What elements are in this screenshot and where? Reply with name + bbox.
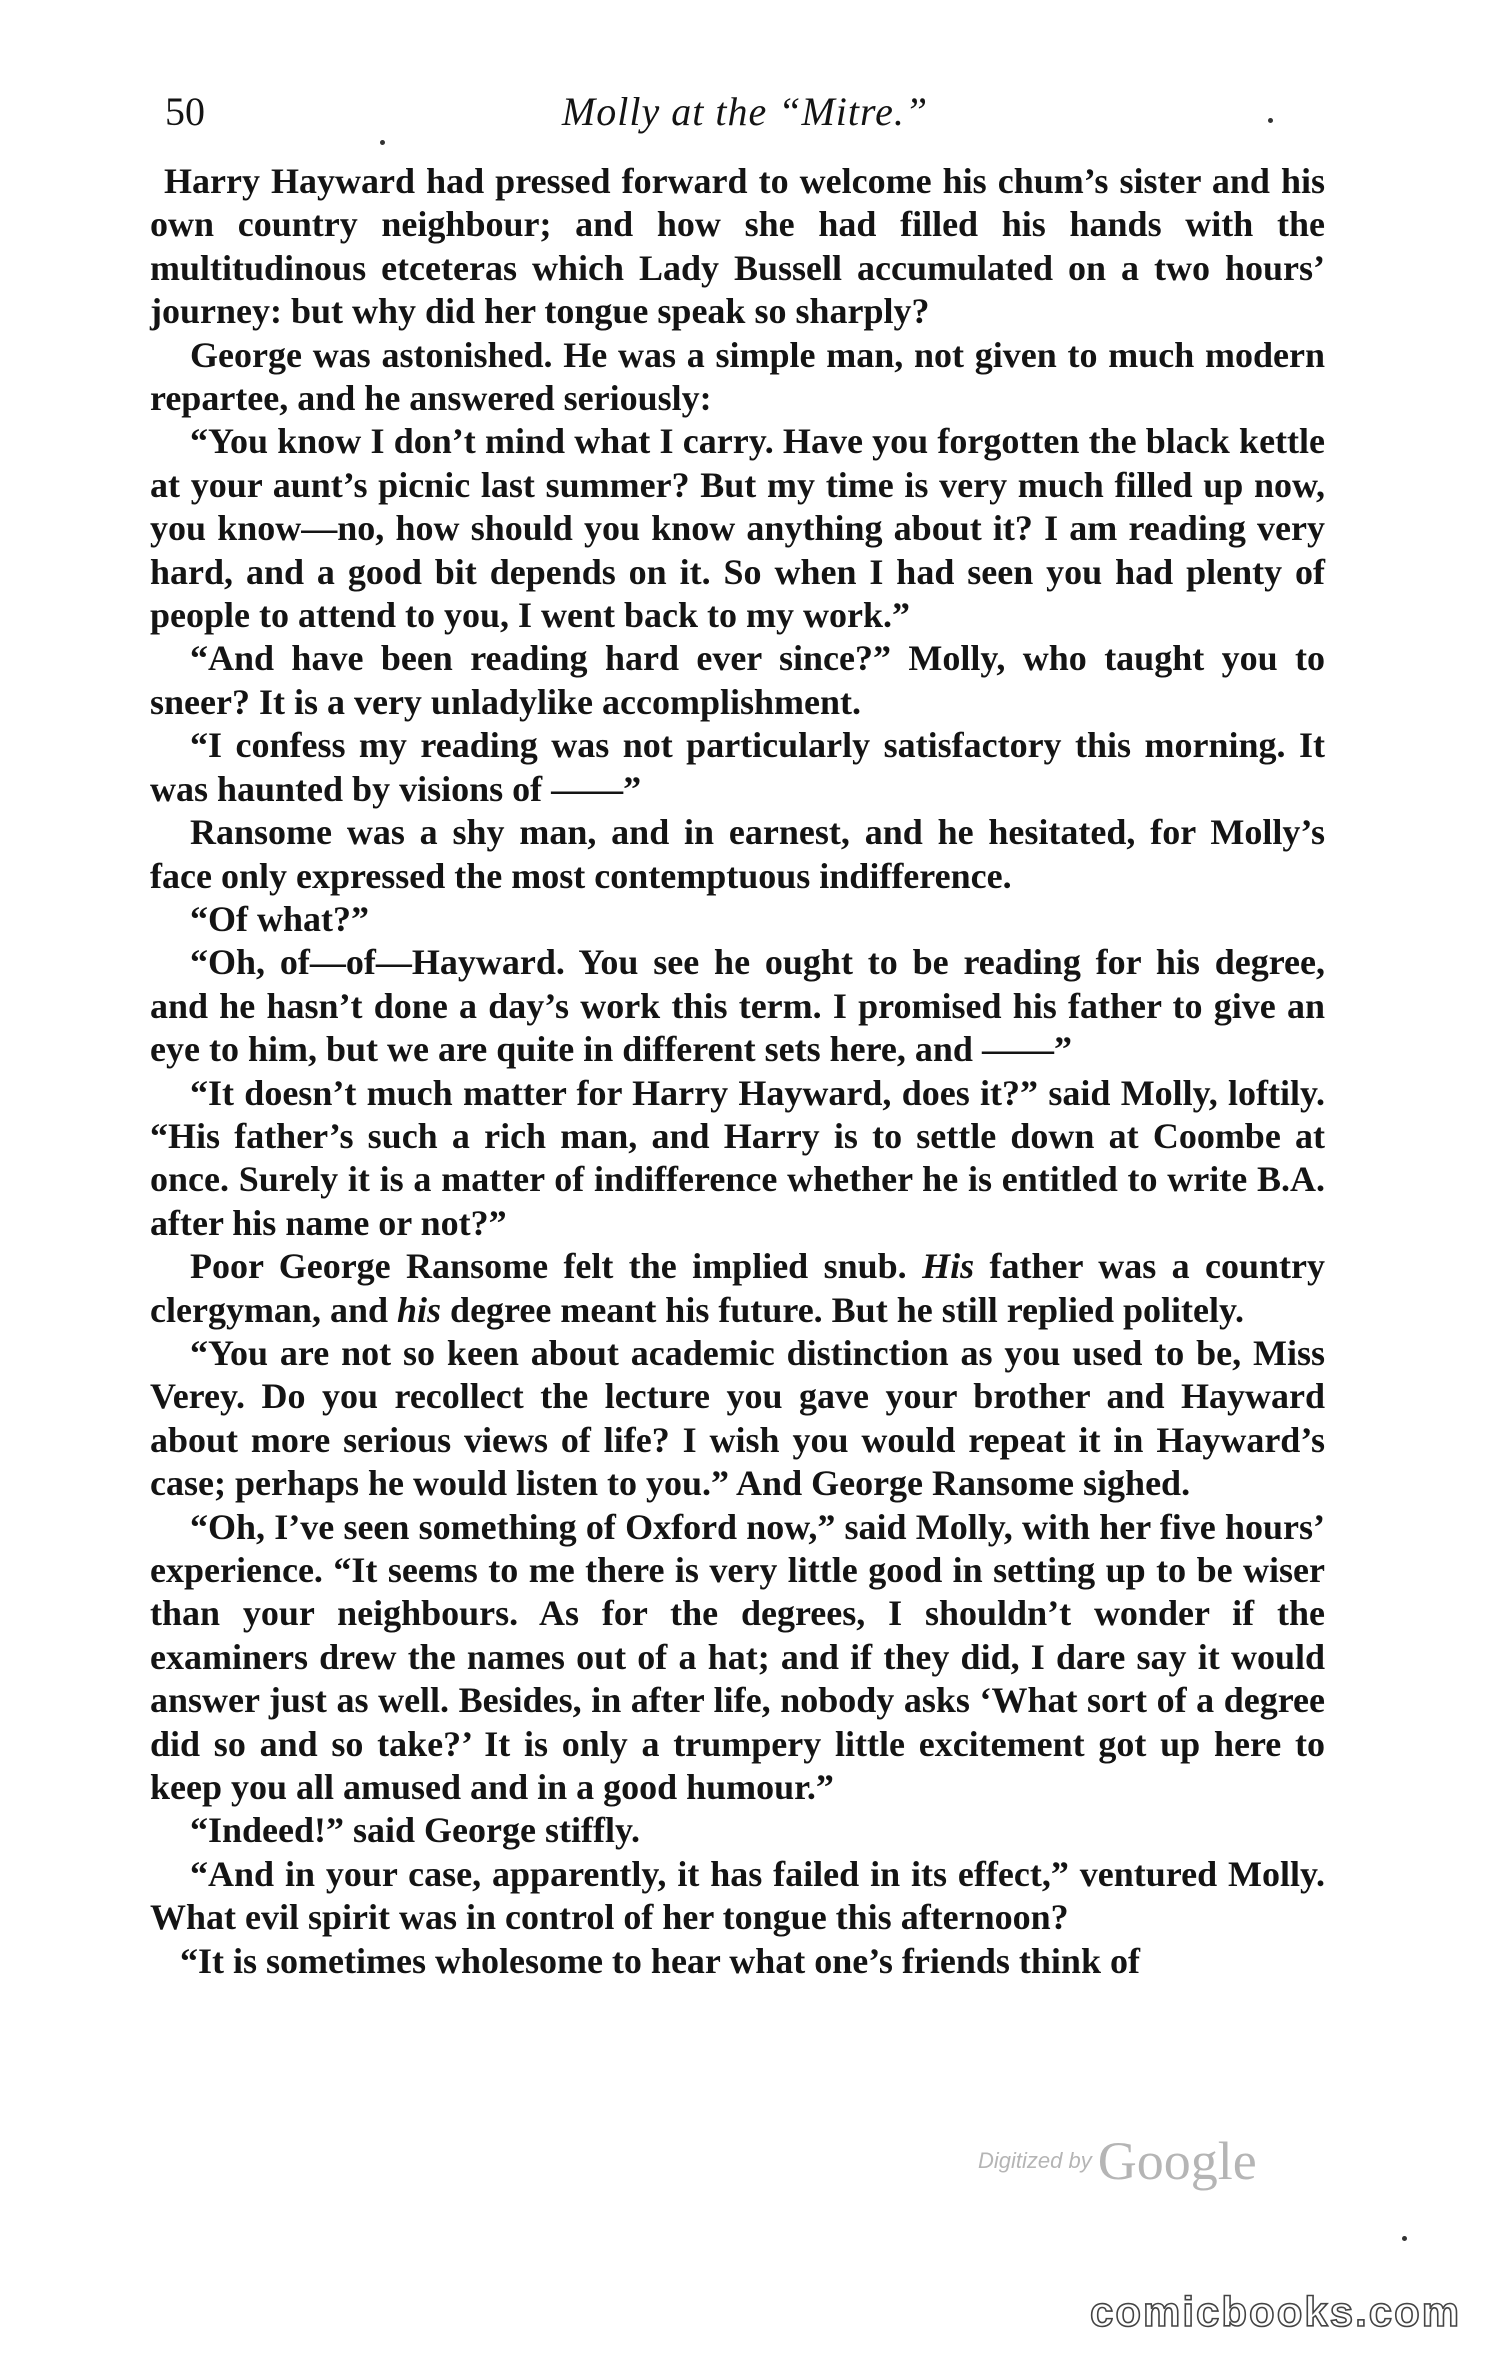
paragraph-text: “You are not so keen about academic distinction as you used to be, Miss Verey. Do you recollect the lecture you gave your brother and Hayward about more serious views of life? I wish you would repeat it in Hayward’s case; perhaps he would listen to you.” And George Ransome sighed. [150, 1332, 1325, 1504]
italic-emphasis: His [922, 1246, 975, 1287]
paragraph-text: Ransome was a shy man, and in earnest, and he hesitated, for Molly’s face only expressed the most contemptuous indifference. [150, 812, 1325, 896]
paragraph-text: Harry Hayward had pressed forward to welcome his chum’s sister and his own country neighbour; and how she had filled his hands with the multitudinous etceteras which Lady Bussell accumulated on a two hours’ journey: but why did her tongue speak so sharply? [150, 161, 1325, 332]
paragraph-text: “It is sometimes wholesome to hear what one’s friends think of [180, 1940, 1140, 1981]
site-watermark: comicbooks.com [1090, 2288, 1462, 2335]
paragraph [150, 420, 1325, 637]
paragraph-text: father was a country clergyman, and [150, 1246, 1325, 1330]
paragraph-text: “Oh, I’ve seen something of Oxford now,” said Molly, with her five hours’ experience. “It seems to me there is very little good in setting up to be wiser than your neighbours. As for the degrees, I shouldn’t wonder if the examiners drew the names out of a hat; and if they did, I dare say it would answer just as well. Besides, in after life, nobody asks ‘What sort of a degree did so and so take?’ It is only a trumpery little excitement got up here to keep you all amused and in a good humour.” [150, 1506, 1325, 1808]
paragraph [150, 811, 1325, 898]
paragraph [150, 724, 1325, 811]
paragraph-text: “Of what?” [190, 898, 369, 939]
running-head [165, 82, 1325, 142]
paragraph [150, 1940, 1325, 1983]
paragraph [150, 1332, 1325, 1506]
paragraph-text: “You know I don’t mind what I carry. Have you forgotten the black kettle at your aunt’s picnic last summer? But my time is very much filled up now, you know—no, how should you know anything about it? I am reading very hard, and a good bit depends on it. So when I had seen you had plenty of people to attend to you, I went back to my work.” [150, 421, 1325, 636]
paragraph-text: “Indeed!” said George stiffly. [190, 1810, 640, 1851]
paragraph [150, 160, 1325, 334]
google-logo-text: Google [1097, 2131, 1257, 2191]
paragraph [150, 637, 1325, 724]
paragraph [150, 334, 1325, 421]
watermark-prefix: Digitized by [978, 2148, 1092, 2173]
page-number: 50 [165, 89, 205, 134]
paragraph [150, 1853, 1325, 1940]
paragraph-text: Poor George Ransome felt the implied snub. [190, 1246, 923, 1287]
paragraph-text: George was astonished. He was a simple man, not given to much modern repartee, and he answered seriously: [150, 334, 1325, 419]
paragraph-text: degree meant his future. But he still replied politely. [441, 1289, 1245, 1330]
paragraph [150, 941, 1325, 1071]
paragraph-text: “I confess my reading was not particularly satisfactory this morning. It was haunted by visions of ——” [150, 725, 1325, 809]
italic-emphasis: his [397, 1289, 442, 1330]
print-speck [1402, 2236, 1407, 2241]
digitized-by-google-watermark [978, 2130, 1257, 2192]
paragraph [150, 1245, 1325, 1332]
paragraph-text: “And have been reading hard ever since?” Molly, who taught you to sneer? It is a very unladylike accomplishment. [150, 638, 1325, 722]
paragraph [150, 1809, 1325, 1852]
running-title: Molly at the “Mitre.” [561, 89, 929, 134]
paragraph [150, 1506, 1325, 1810]
paragraph-text: “Oh, of—of—Hayward. You see he ought to be reading for his degree, and he hasn’t done a day’s work this term. I promised his father to give an eye to him, but we are quite in different sets here, and ——” [150, 942, 1325, 1070]
paragraph-text: “It doesn’t much matter for Harry Hayward, does it?” said Molly, loftily. “His father’s such a rich man, and Harry is to settle down at Coombe at once. Surely it is a matter of indifference whether he is entitled to write B.A. after his name or not?” [150, 1072, 1325, 1243]
paragraph [150, 1072, 1325, 1246]
paragraph [150, 898, 1325, 941]
print-speck [1268, 118, 1273, 123]
paragraph-text: “And in your case, apparently, it has failed in its effect,” ventured Molly. What evil spirit was in control of her tongue this afternoon? [150, 1853, 1325, 1938]
body-text [150, 160, 1325, 1983]
print-speck [380, 140, 385, 145]
